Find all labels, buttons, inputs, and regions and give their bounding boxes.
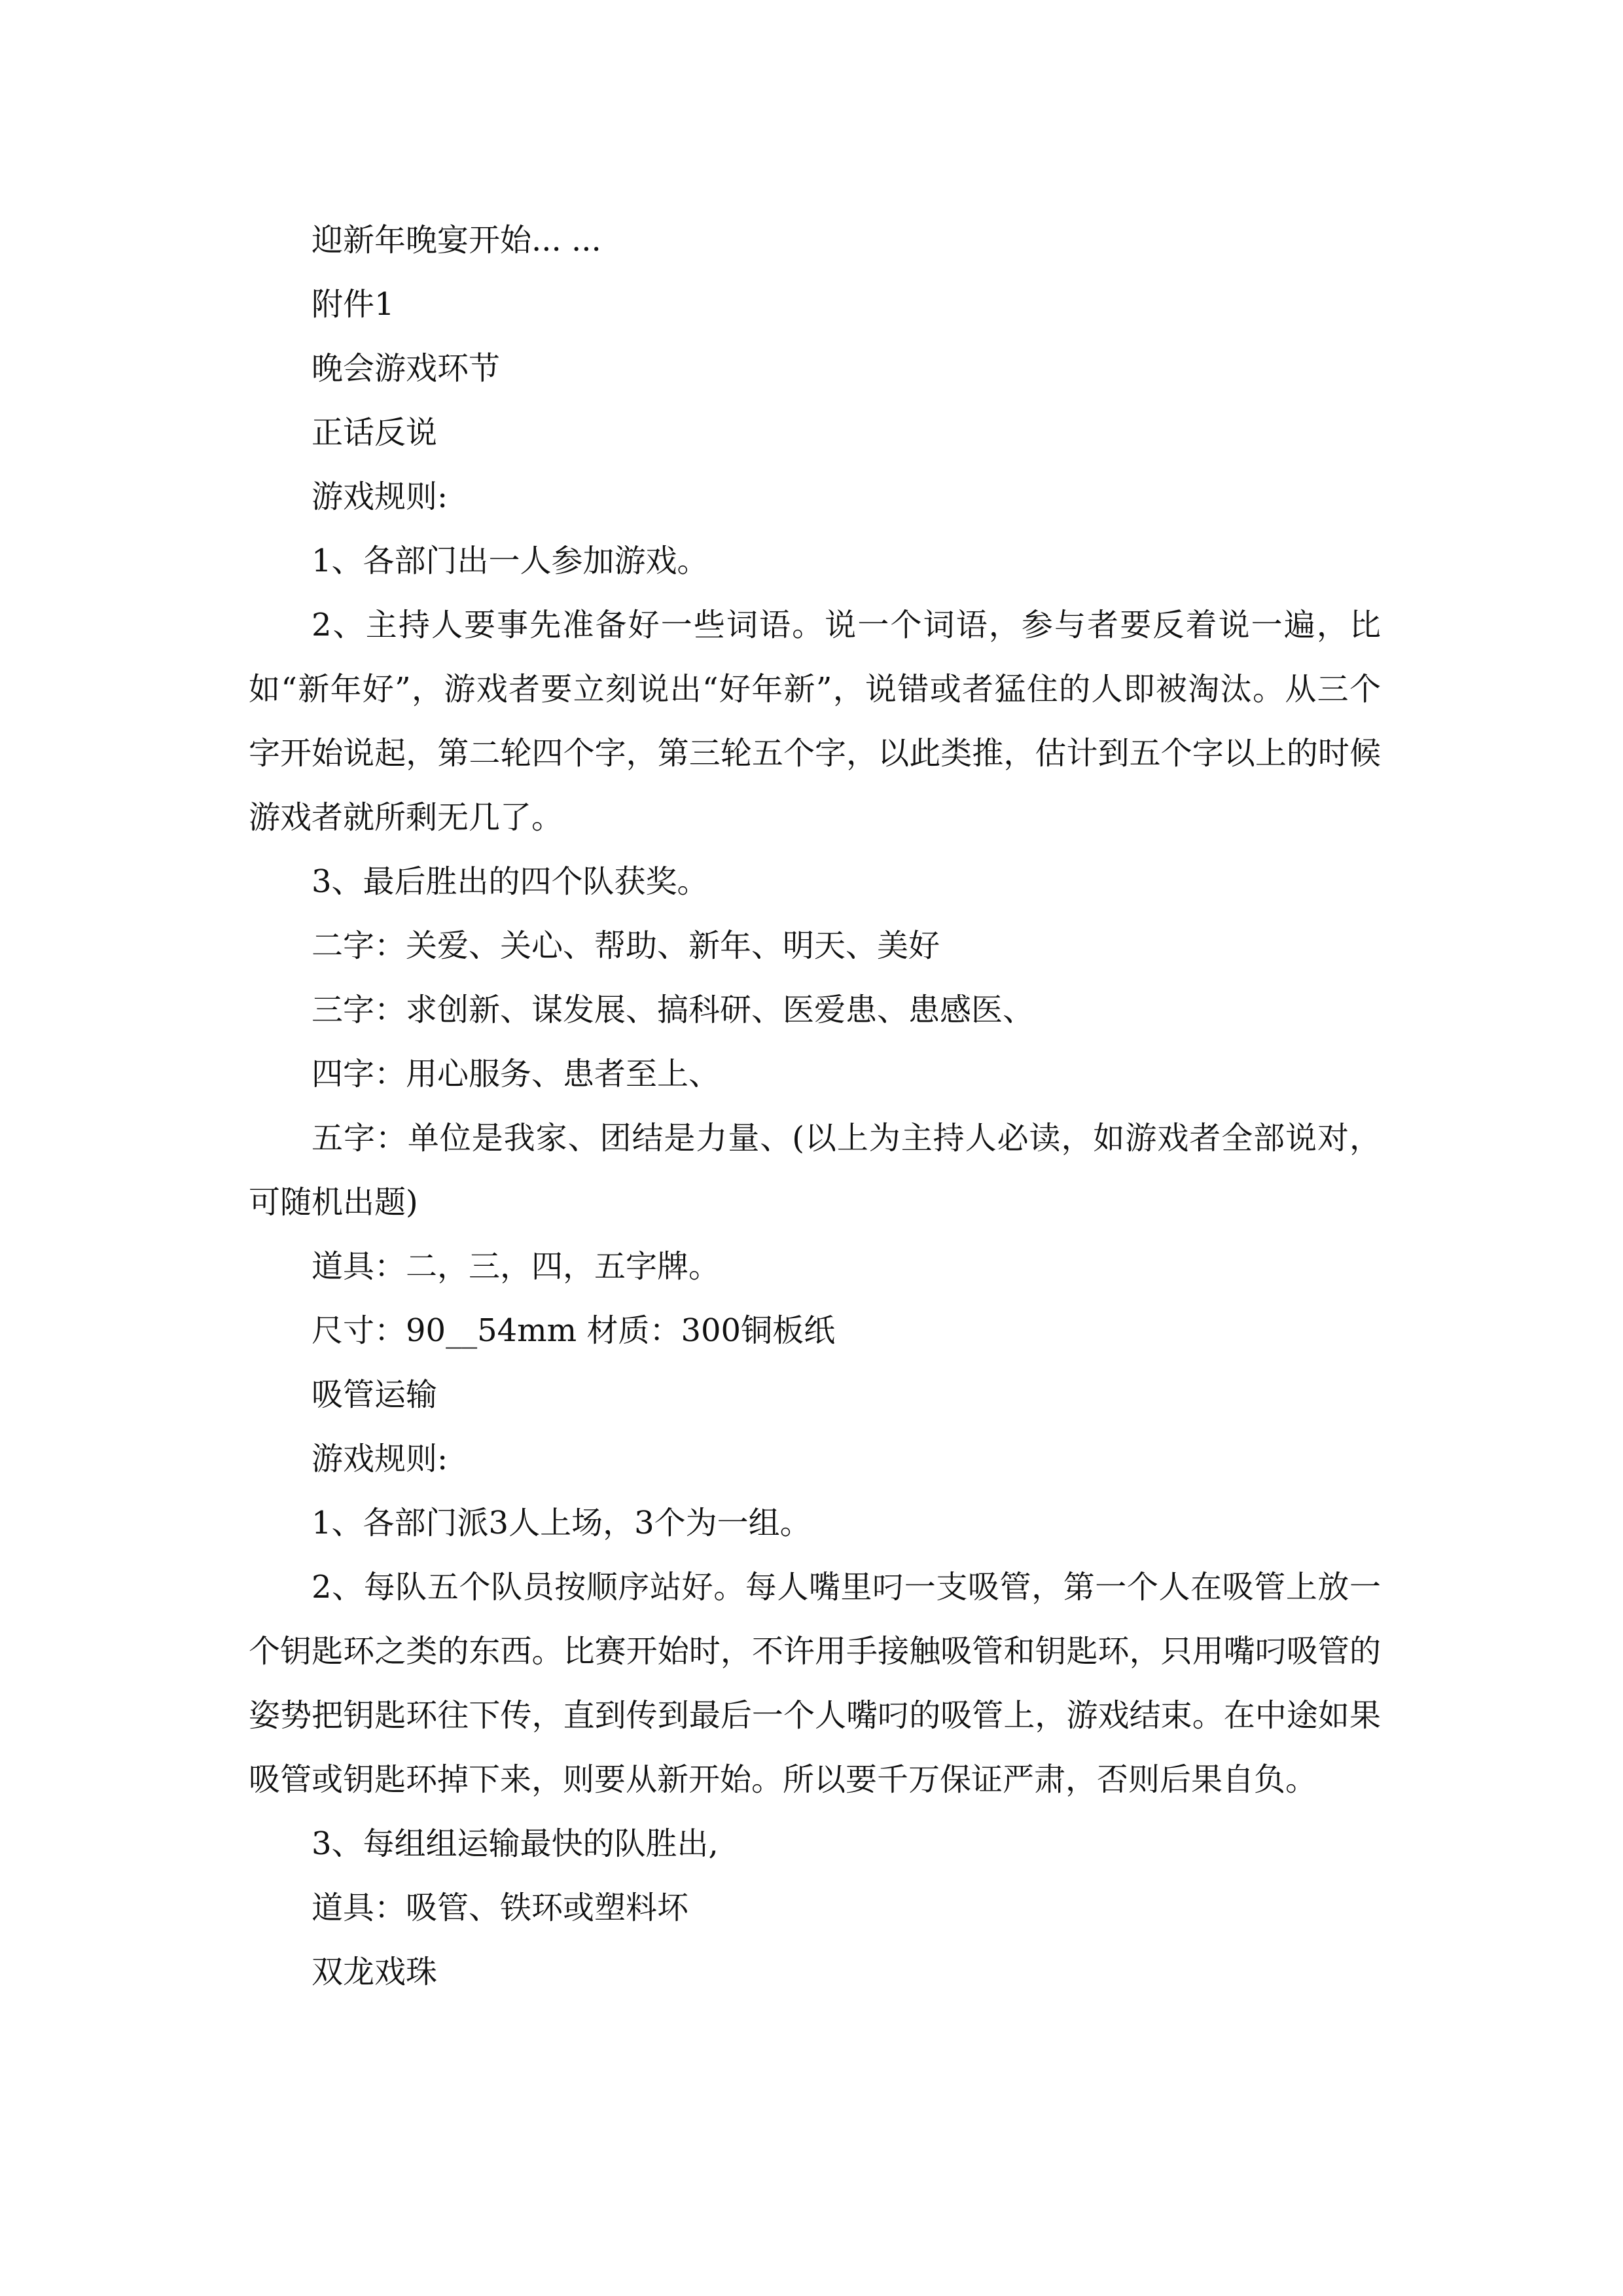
heading-game-double-dragon: 双龙戏珠 bbox=[312, 1954, 438, 1990]
rule-2-1: 1、各部门派3人上场，3个为一组。 bbox=[312, 1505, 812, 1541]
document-body bbox=[249, 208, 1381, 2004]
word-list-three: 三字：求创新、谋发展、搞科研、医爱患、患感医、 bbox=[312, 992, 1035, 1028]
heading-rules-1: 游戏规则: bbox=[312, 478, 448, 515]
word-list-four: 四字：用心服务、患者至上、 bbox=[312, 1056, 721, 1092]
heading-game-straw-relay: 吸管运输 bbox=[312, 1376, 438, 1413]
heading-rules-2: 游戏规则: bbox=[312, 1441, 448, 1477]
rule-1-2: 2、主持人要事先准备好一些词语。说一个词语，参与者要反着说一遍，比如“新年好”，游戏者要立刻说出“好年新”，说错或者猛住的人即被淘汰。从三个字开始说起，第二轮四个字，第三轮五个字，以此类推，估计到五个字以上的时候游戏者就所剩无几了。 bbox=[249, 607, 1381, 836]
heading-game-section: 晚会游戏环节 bbox=[312, 350, 501, 387]
rule-2-2: 2、每队五个队员按顺序站好。每人嘴里叼一支吸管，第一个人在吸管上放一个钥匙环之类的东西。比赛开始时，不许用手接触吸管和钥匙环，只用嘴叼吸管的姿势把钥匙环往下传，直到传到最后一个人嘴叼的吸管上，游戏结束。在中途如果吸管或钥匙环掉下来，则要从新开始。所以要千万保证严肃，否则后果自负。 bbox=[249, 1569, 1381, 1798]
rule-1-3: 3、最后胜出的四个队获奖。 bbox=[312, 863, 709, 900]
heading-game-reverse-words: 正话反说 bbox=[312, 414, 438, 451]
rule-2-3: 3、每组组运输最快的队胜出, bbox=[312, 1825, 719, 1862]
props-size-material: 尺寸：90__54mm 材质：300铜板纸 bbox=[312, 1312, 836, 1349]
paragraph-banquet-start: 迎新年晚宴开始... ... bbox=[312, 222, 601, 259]
props-straw: 道具：吸管、铁环或塑料坏 bbox=[312, 1890, 689, 1926]
props-cards: 道具：二，三，四，五字牌。 bbox=[312, 1248, 721, 1285]
rule-1-1: 1、各部门出一人参加游戏。 bbox=[312, 543, 709, 579]
word-list-two: 二字：关爱、关心、帮助、新年、明天、美好 bbox=[312, 927, 940, 964]
word-list-five: 五字：单位是我家、团结是力量、(以上为主持人必读，如游戏者全部说对，可随机出题) bbox=[249, 1120, 1381, 1221]
paragraph-attachment-label: 附件1 bbox=[312, 286, 395, 323]
